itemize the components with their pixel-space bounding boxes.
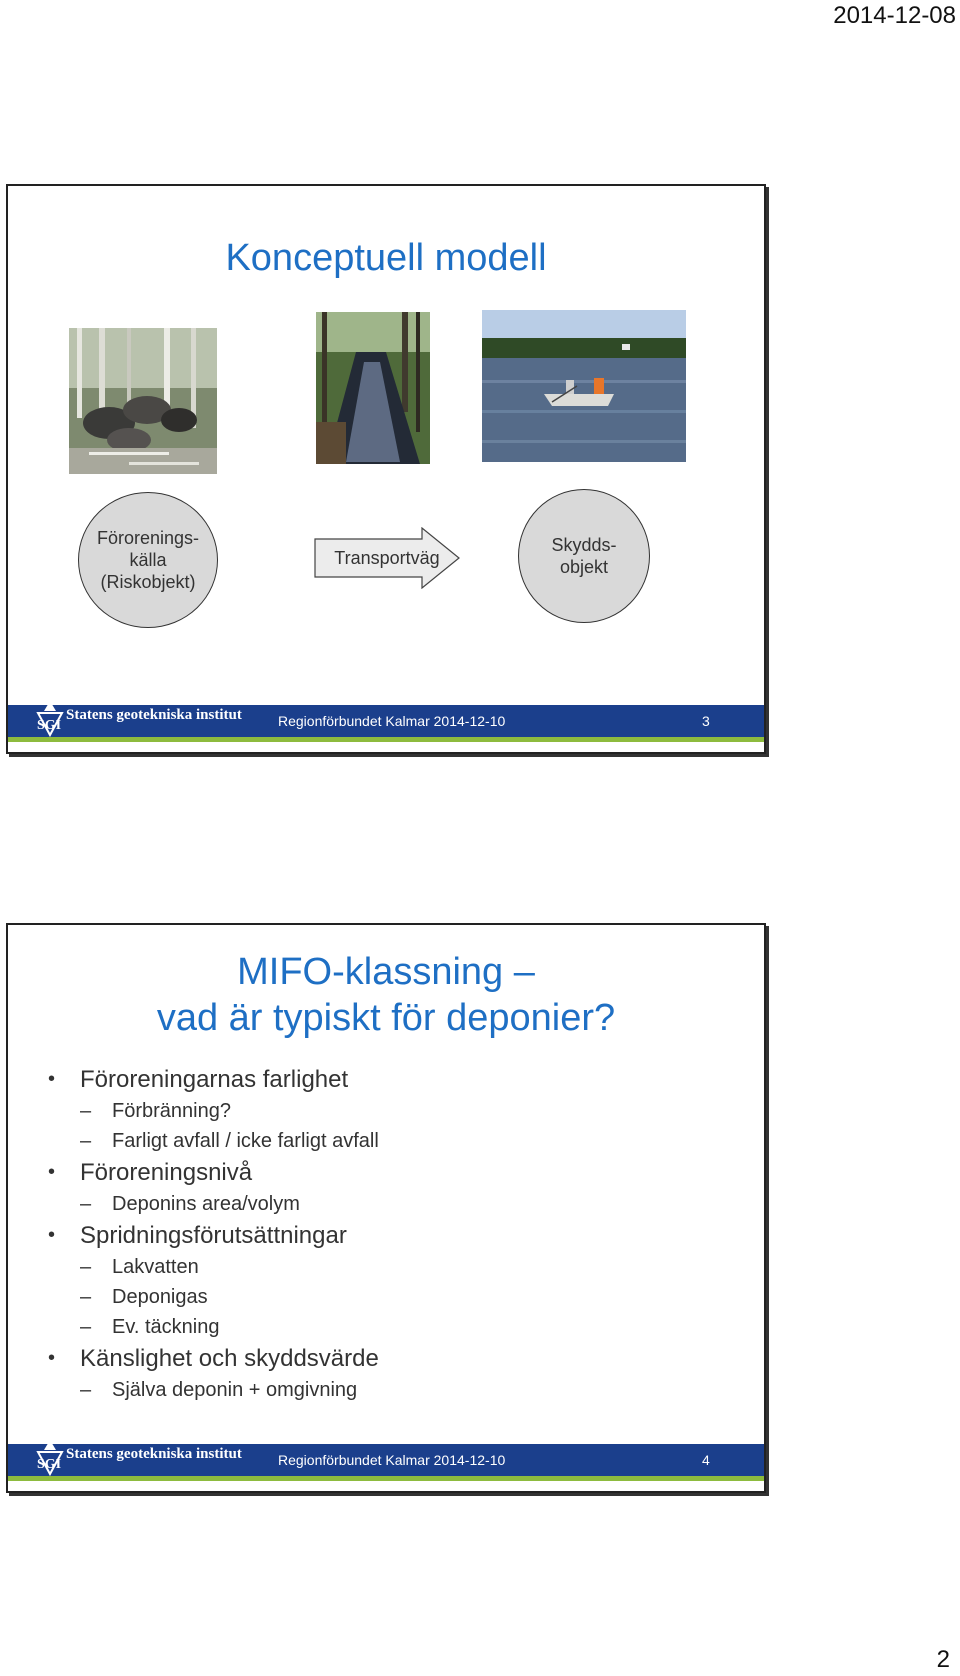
slide-title-line-1: MIFO-klassning –: [237, 951, 535, 993]
sub-bullet-item: – Själva deponin + omgivning: [48, 1375, 744, 1405]
protection-object-label: Skydds- objekt: [551, 535, 617, 577]
institute-name: Statens geotekniska institut: [66, 1446, 242, 1462]
slide-title: Konceptuell modell: [225, 237, 547, 279]
bullet-list: [48, 1063, 744, 1405]
sgi-logo-text: SGI: [37, 718, 62, 733]
forest-debris-photo: [69, 328, 217, 474]
bullet-item: • Känslighet och skyddsvärde: [48, 1342, 744, 1375]
slide-mifo-classification: [6, 923, 766, 1493]
bullet-item: • Spridningsförutsättningar: [48, 1219, 744, 1252]
slide-footer: [8, 1444, 764, 1481]
footer-conference: Regionförbundet Kalmar 2014-12-10: [278, 1452, 506, 1468]
pollution-source-node: [78, 492, 218, 628]
bullet-item: • Föroreningsnivå: [48, 1156, 744, 1189]
sub-bullet-item: – Deponigas: [48, 1282, 744, 1312]
sub-bullet-item: – Deponins area/volym: [48, 1189, 744, 1219]
slide-conceptual-model: [6, 184, 766, 754]
sub-bullet-item: – Lakvatten: [48, 1252, 744, 1282]
footer-conference: Regionförbundet Kalmar 2014-12-10: [278, 713, 506, 729]
sub-bullet-item: – Förbränning?: [48, 1096, 744, 1126]
bullet-item: • Föroreningarnas farlighet: [48, 1063, 744, 1096]
protection-object-node: [518, 489, 650, 623]
transport-arrow: [314, 527, 460, 589]
slide-title-line-2: vad är typiskt för deponier?: [156, 997, 616, 1039]
slide-footer: [8, 705, 764, 742]
sgi-logo: [34, 1438, 242, 1478]
slide-number: 3: [702, 713, 710, 729]
institute-name: Statens geotekniska institut: [66, 707, 242, 723]
forest-ditch-photo: [316, 312, 430, 464]
sgi-logo-text: SGI: [37, 1457, 62, 1472]
slide-title: [8, 949, 764, 1041]
page-date: 2014-12-08: [833, 2, 956, 29]
transport-label: Transportväg: [334, 547, 440, 568]
sub-bullet-item: – Farligt avfall / icke farligt avfall: [48, 1126, 744, 1156]
pollution-source-label: Förorenings- källa (Riskobjekt): [96, 528, 200, 592]
sgi-logo: [34, 699, 242, 739]
sub-bullet-item: – Ev. täckning: [48, 1312, 744, 1342]
slide-number: 4: [702, 1452, 710, 1468]
page-number: 2: [936, 1646, 950, 1673]
lake-rowboat-photo: [482, 310, 686, 462]
